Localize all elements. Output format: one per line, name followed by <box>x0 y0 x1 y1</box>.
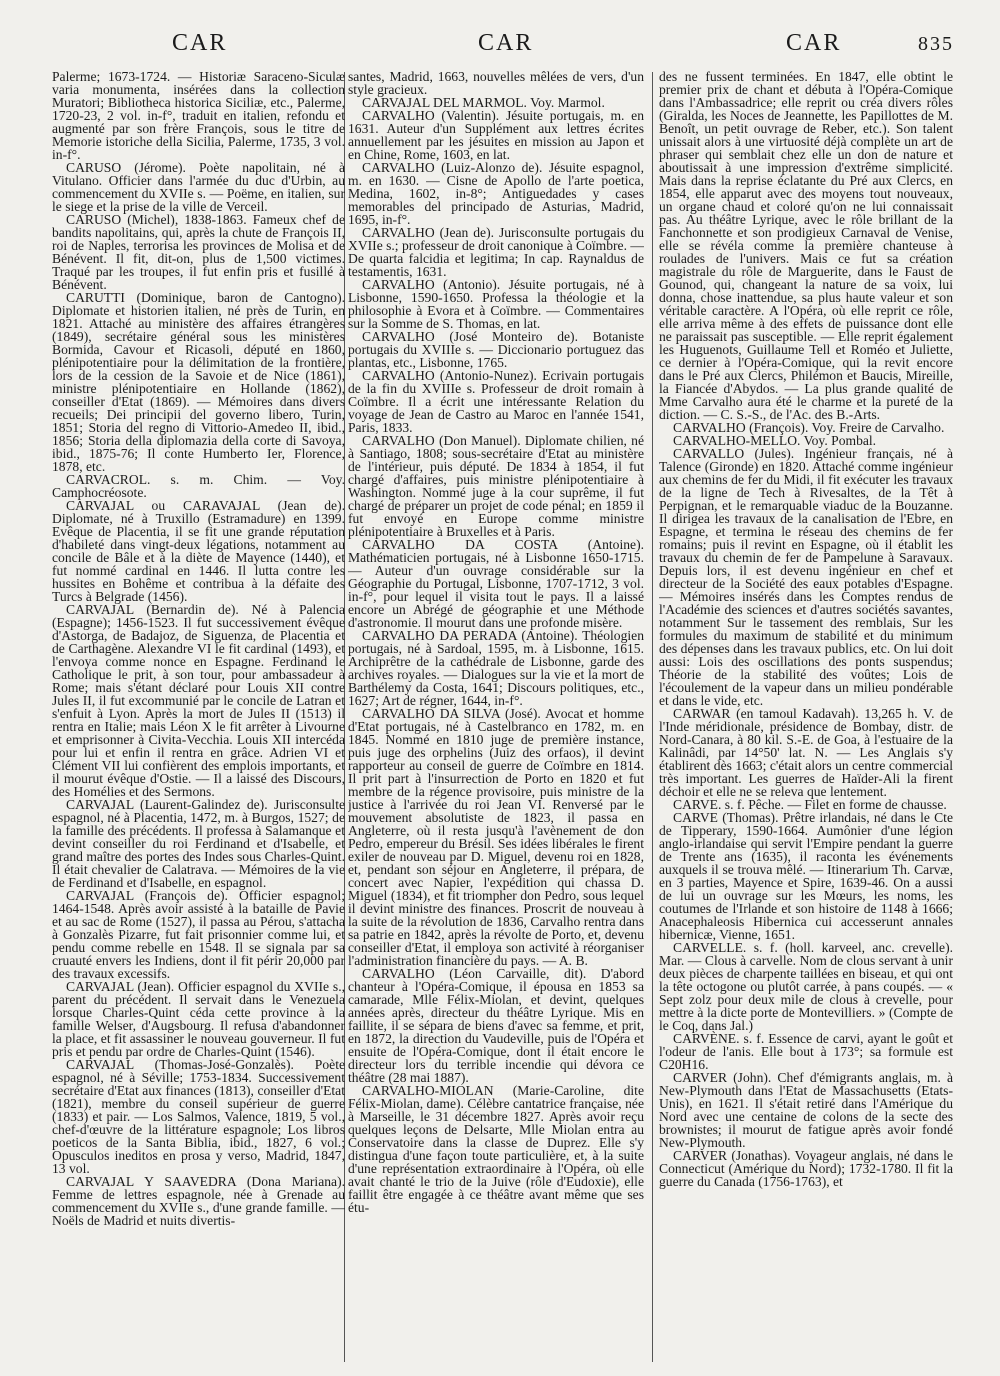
dictionary-entry: CARVALHO (Léon Carvaille, dit). D'abord chanteur à l'Opéra-Comique, il épousa en 1853 sa camarade, Mlle Félix-Miolan, et devint, quelques années après, directeur du théâtre Lyrique. Mis en faillite, il se sépara de biens d'avec sa femme, et prit, en 1872, la direction du Vaudeville, puis de l'Opéra et ensuite de l'Opéra-Comique, dont il était encore le directeur lors du terrible incendie qui dévora ce théâtre (28 mai 1887). <box>348 966 644 1085</box>
dictionary-entry: des ne fussent terminées. En 1847, elle obtint le premier prix de chant et débuta à l'Opéra-Comique dans l'Ambassadrice; elle reprit ou créa divers rôles (Giralda, les Noces de Jeannette, les Papillottes de M. Benoît, un petit ouvrage de Reber, etc.). Son talent unissait alors à une virtuosité déjà complète un art de phraser qui semblait chez elle un don de nature et aboutissait à une impression d'extrême simplicité. Mais dans la reprise éclatante du Pré aux Clercs, en 1854, elle apparut avec des moyens tout nouveaux, un organe chaud et coloré qu'on ne lui connaissait pas. Au théâtre Lyrique, avec le rôle brillant de la Fanchonnette et son prodigieux Carnaval de Venise, elle se révéla comme la première chanteuse à roulades de l'univers. Mais ce fut sa création magistrale du rôle de Marguerite, dans le Faust de Gounod, qui, changeant la nature de sa voix, lui donna, chose inattendue, sa plus haute valeur et son véritable caractère. A l'Opéra, où elle reprit ce rôle, elle arriva même à des effets de puissance dont elle ne paraissait pas susceptible. — Elle reprit également les Huguenots, Guillaume Tell et Roméo et Juliette, ce dernier à l'Opéra-Comique, qui la revit encore dans le Pré aux Clercs, Philémon et Baucis, Mireille, la Fiancée d'Abydos. — La plus grande qualité de Mme Carvalho aura été le charme et la pureté de la diction. — C. S.-S., de l'Ac. des B.-Arts. <box>659 70 953 422</box>
dictionary-entry: CARVALHO-MIOLAN (Marie-Caroline, dite Félix-Miolan, dame). Célèbre cantatrice française, née à Marseille, le 31 décembre 1827. Après avoir reçu quelques leçons de Delsarte, Mlle Miolan entra au Conservatoire dans la classe de Duprez. Elle s'y distingua d'une façon toute particulière, et, à la suite d'une représentation extraordinaire à l'Opéra, où elle avait chanté le trio de la Juive (rôle d'Eudoxie), elle faillit être engagée à ce théâtre avant même que ses étu- <box>348 1083 644 1215</box>
dictionary-entry: CARVE (Thomas). Prêtre irlandais, né dans le Cte de Tipperary, 1590-1664. Aumônier d'une légion anglo-irlandaise qui servit l'Empire pendant la guerre de Trente ans (1635), il raconta les événements auxquels il se trouva mêlé. — Itinerarium Th. Carvæ, en 3 parties, Mayence et Spire, 1639-46. On a aussi de lui un ouvrage sur les Mœurs, les noms, les coutumes de l'Irlande et son histoire de 1148 à 1666; Anacephaleosis Hibernica cui accesserunt annales hibernicæ, Vienne, 1651. <box>659 810 953 942</box>
page-number: 835 <box>918 33 954 55</box>
dictionary-entry: CARVAJAL (Bernardin de). Né à Palencia (Espagne); 1456-1523. Il fut successivement évêque d'Astorga, de Badajoz, de Siguenza, de Placentia et de Carthagène. Alexandre VI le fit cardinal (1493), et l'envoya comme nonce en Espagne. Ferdinand le Catholique le prit, à son tour, pour ambassadeur à Rome; mais s'étant déclaré pour Louis XII contre Jules II, il fut excommunié par le concile de Latran et s'enfuit à Lyon. Après la mort de Jules II (1513) il rentra en Italie; mais Léon X le fit arrêter à Livourne et emprisonner à Civita-Vecchia. Louis XII intercéda pour lui et enfin il rentra en grâce. Adrien VI et Clément VII lui confièrent des emplois importants, et il mourut évêque d'Ostie. — Il a laissé des Discours, des Homélies et des Sermons. <box>52 602 345 799</box>
dictionary-entry: CARVALHO (Luiz-Alonzo de). Jésuite espagnol, m. en 1630. — Cisne de Apollo de l'arte poetica, Medina, 1602, in-8°; Antiguedades y cases memorables del principado de Asturias, Madrid, 1695, in-f°. <box>348 160 644 227</box>
column-middle <box>348 70 644 1366</box>
dictionary-entry: CARVALHO DA SILVA (José). Avocat et homme d'Etat portugais, né à Castelbranco en 1782, m. en 1845. Nommé en 1810 juge de première instance, puis juge des orphelins (Juiz des orfaos), il devint rapporteur au conseil de guerre de Coïmbre en 1814. Il prit part à l'insurrection de Porto en 1820 et fut membre de la régence provisoire, puis ministre de la justice à l'arrivée du roi Jean VI. Renversé par le mouvement absolutiste de 1823, il passa en Angleterre, où il resta jusqu'à l'avènement de don Pedro, empereur du Brésil. Ses idées libérales le firent exiler de nouveau par D. Miguel, devenu roi en 1828, et, pendant son séjour en Angleterre, il prépara, de concert avec Napier, l'expédition qui chassa D. Miguel (1834), et fit triompher don Pedro, sous lequel il devint ministre des finances. Proscrit de nouveau à la suite de la révolution de 1836, Carvalho rentra dans sa patrie en 1842, après la révolte de Porto, et, devenu conseiller d'Etat, il employa son activité à réorganiser l'administration financière du pays. — A. B. <box>348 706 644 968</box>
dictionary-entry: CARVALHO DA COSTA (Antoine). Mathématicien portugais, né à Lisbonne 1650-1715. — Auteur d'un ouvrage considérable sur la Géographie du Portugal, Lisbonne, 1707-1712, 3 vol. in-f°, pour lequel il visita tout le pays. Il a laissé encore un Abrégé de géographie et une Méthode d'astronomie. Il mourut dans une profonde misère. <box>348 537 644 630</box>
dictionary-entry: CARVER (Jonathas). Voyageur anglais, né dans le Connecticut (Amérique du Nord); 1732-1780. Il fit la guerre du Canada (1756-1763), et <box>659 1148 953 1189</box>
dictionary-entry: CARVE. s. f. Pêche. — Filet en forme de chausse. <box>673 797 947 812</box>
column-right <box>659 70 953 1366</box>
dictionary-entry: CARUSO (Jérome). Poète napolitain, né à Vitulano. Officier dans l'armée du duc d'Urbin, au commencement du XVIIe s. — Poëme, en italien, sur le siege et la prise de la ville de Verceil. <box>52 160 345 214</box>
dictionary-entry: santes, Madrid, 1663, nouvelles mêlées de vers, d'un style gracieux. <box>348 70 644 97</box>
dictionary-entry: CARVAJAL (Laurent-Galindez de). Jurisconsulte espagnol, né à Placentia, 1472, m. à Burgos, 1527; de la famille des précédents. Il professa à Salamanque et devint conseiller du roi Ferdinand et d'Isabelle, et grand maître des portes des Indes sous Charles-Quint. Il était chevalier de Calatrava. — Mémoires de la vie de Ferdinand et d'Isabelle, en espagnol. <box>52 797 345 890</box>
dictionary-entry: CARVÈNE. s. f. Essence de carvi, ayant le goût et l'odeur de l'anis. Elle bout à 173°; sa formule est C20H16. <box>659 1031 953 1072</box>
dictionary-entry: CARVALHO (François). Voy. Freire de Carvalho. <box>673 420 945 435</box>
dictionary-entry: CARUTTI (Dominique, baron de Cantogno). Diplomate et historien italien, né près de Turin, en 1821. Attaché au ministère des affaires étrangères (1849), secrétaire général sous les ministères Bormida, Cavour et Ricasoli, député en 1860, plénipotentiaire pour la délimitation de la frontière, lors de la cession de la Savoie et de Nice (1861), ministre plénipotentiaire en Hollande (1862), conseiller d'Etat (1869). — Mémoires dans divers recueils; Dei principii del governo libero, Turin, 1851; Storia del regno di Vittorio-Amedeo II, ibid., 1856; Storia della diplomazia della corte di Savoya, ibid., 1875-76; Il conte Humberto Ier, Florence, 1878, etc. <box>52 290 345 474</box>
column-left <box>52 70 345 1366</box>
column-rule-right <box>652 72 653 1362</box>
dictionary-entry: Palerme; 1673-1724. — Historiæ Saraceno-Siculæ varia monumenta, insérées dans la collection Muratori; Bibliotheca historica Siciliæ, etc., Palerme, 1720-23, 2 vol. in-f°, traduit en italien, refondu et augmenté par son frère François, sous le titre de Memorie istoriche della Sicilia, Palerme, 1735, 3 vol. in-f°. <box>52 70 345 162</box>
dictionary-entry: CARVALHO DA PERADA (Antoine). Théologien portugais, né à Sardoal, 1595, m. à Lisbonne, 1615. Archiprêtre de la cathédrale de Lisbonne, garde des archives royales. — Dialogues sur la vie et la mort de Barthélemy da Costa, 1641; Discours politiques, etc., 1627; Art de régner, 1644, in-f°. <box>348 628 644 708</box>
dictionary-entry: CARWAR (en tamoul Kadavah). 13,265 h. V. de l'Inde méridionale, présidence de Bombay, distr. de Nord-Canara, à 80 kil. S.-E. de Goa, à l'estuaire de la Kalinâdi, par 14°50' lat. N. — Les Anglais s'y établirent dès 1663; c'était alors un centre commercial très important. Les guerres de Haïder-Ali la firent déchoir et elle ne se releva que lentement. <box>659 706 953 799</box>
dictionary-entry: CARVELLE. s. f. (holl. karveel, anc. crevelle). Mar. — Clous à carvelle. Nom de clous servant à unir deux pièces de charpente taillées en biseau, et qui ont la tête octogone ou plutôt carrée, à pans coupés. — « Sept zolz pour deux mile de clous à crevelle, pour mettre à la dicte porte de Montevilliers. » (Compte de le Coq, dans Jal.) <box>659 940 953 1033</box>
dictionary-entry: CARVAJAL (François de). Officier espagnol; 1464-1548. Après avoir assisté à la bataille de Pavie et au sac de Rome (1527), il passa au Pérou, s'attacha à Gonzalès Pizarre, fut fait prisonnier comme lui, et pendu comme rebelle en 1548. Il se signala par sa cruauté envers les Indiens, dont il fit périr 20,000 par des travaux excessifs. <box>52 888 345 981</box>
dictionary-entry: CARVALHO (Don Manuel). Diplomate chilien, né à Santiago, 1808; sous-secrétaire d'Etat au ministère de l'intérieur, puis député. De 1834 à 1854, il fut chargé d'affaires, puis ministre plénipotentiaire à Washington. Nommé juge à la cour suprême, il fut chargé de préparer un projet de code pénal; en 1859 il fut envoyé en Europe comme ministre plénipotentiaire à Bruxelles et à Paris. <box>348 433 644 539</box>
running-header <box>0 30 1000 64</box>
dictionary-entry: CARUSO (Michel), 1838-1863. Fameux chef de bandits napolitains, qui, après la chute de François II, roi de Naples, terrorisa les provinces de Molisa et de Bénévent. Il fit, dit-on, plus de 1,500 victimes. Traqué par les troupes, il fut enfin pris et fusillé à Bénévent. <box>52 212 345 292</box>
dictionary-entry: CARVER (John). Chef d'émigrants anglais, m. à New-Plymouth dans l'Etat de Massachusetts (Etats-Unis), en 1621. Il s'était retiré dans l'Amérique du Nord avec une centaine de colons de la secte des brownistes; il mourut de fatigue après avoir fondé New-Plymouth. <box>659 1070 953 1150</box>
dictionary-entry: CARVAJAL (Thomas-José-Gonzalès). Poète espagnol, né à Séville; 1753-1834. Successivement secrétaire d'Etat aux finances (1813), conseiller d'Etat (1821), membre du conseil supérieur de guerre (1833) et pair. — Los Salmos, Valence, 1819, 5 vol., chef-d'œuvre de la littérature espagnole; Los libros poeticos de la Santa Biblia, ibid., 1827, 6 vol.; Opusculos ineditos en prosa y verso, Madrid, 1847, 13 vol. <box>52 1057 345 1176</box>
running-head-right: CAR <box>786 30 842 56</box>
running-head-left: CAR <box>172 30 228 56</box>
dictionary-entry: CARVAJAL (Jean). Officier espagnol du XVIIe s., parent du précédent. Il servait dans le Venezuela lorsque Charles-Quint céda cette province à la famille Welser, d'Augsbourg. Il refusa d'abandonner la place, et fit assassiner le nouveau gouverneur. Il fut pris et pendu par ordre de Charles-Quint (1546). <box>52 979 345 1059</box>
dictionary-entry: CARVALHO (Jean de). Jurisconsulte portugais du XVIIe s.; professeur de droit canonique à Coïmbre. — De quarta falcidia et legitima; In cap. Raynaldus de testamentis, 1631. <box>348 225 644 279</box>
dictionary-entry: CARVACROL. s. m. Chim. — Voy. Camphocréosote. <box>52 472 345 500</box>
dictionary-entry: CARVALHO (José Monteiro de). Botaniste portugais du XVIIIe s. — Diccionario portuguez das plantas, etc., Lisbonne, 1765. <box>348 329 644 370</box>
dictionary-entry: CARVALHO (Antonio). Jésuite portugais, né à Lisbonne, 1590-1650. Professa la théologie et la philosophie à Evora et à Coïmbre. — Commentaires sur la Somme de S. Thomas, en lat. <box>348 277 644 331</box>
dictionary-entry: CARVAJAL ou CARAVAJAL (Jean de). Diplomate, né à Truxillo (Estramadure) en 1399. Evêque de Placentia, il se fit une grande réputation d'habileté dans vingt-deux légations, notamment au concile de Bâle et à la diète de Mayence (1440), et fut nommé cardinal en 1446. Il lutta contre les hussites en Bohême et contribua à la défaite des Turcs à Belgrade (1456). <box>52 498 345 604</box>
dictionary-entry: CARVALHO (Antonio-Nunez). Ecrivain portugais de la fin du XVIIIe s. Professeur de droit romain à Coïmbre. Il a écrit une intéressante Relation du voyage de Jean de Castro au Maroc en l'année 1541, Paris, 1833. <box>348 368 644 435</box>
running-head-center: CAR <box>478 30 534 56</box>
dictionary-entry: CARVALHO-MELLO. Voy. Pombal. <box>673 433 877 448</box>
dictionary-entry: CARVALLO (Jules). Ingénieur français, né à Talence (Gironde) en 1820. Attaché comme ingénieur aux chemins de fer du Midi, il fit exécuter les travaux de la ligne de Tech à Rivesaltes, de la Têt à Perpignan, et le remarquable viaduc de la Bouzanne. Il dirigea les travaux de la canalisation de l'Ebre, en Espagne, et termina le réseau des chemins de fer romains; puis il revint en Espagne, où il établit les travaux du chemin de fer de Pampelune à Saravaux. Depuis lors, il est devenu ingénieur en chef et directeur de la Société des eaux potables d'Espagne. — Mémoires insérés dans les Comptes rendus de l'Académie des sciences et d'autres sociétés savantes, notamment Sur le tassement des remblais, Sur les formules du maximum de stabilité et du minimum des dépenses dans les travaux publics, etc. On lui doit aussi: Lois des oscillations des ponts suspendus; Théorie de la stabilité des voûtes; Lois de l'écoulement de la vapeur dans un milieu pondérable et dans le vide, etc. <box>659 446 953 708</box>
dictionary-entry: CARVAJAL DEL MARMOL. Voy. Marmol. <box>362 95 605 110</box>
dictionary-entry: CARVALHO (Valentin). Jésuite portugais, m. en 1631. Auteur d'un Supplément aux lettres écrites annuellement par les jésuites en mission au Japon et en Chine, Rome, 1603, en lat. <box>348 108 644 162</box>
dictionary-entry: CARVAJAL Y SAAVEDRA (Dona Mariana). Femme de lettres espagnole, née à Grenade au commencement du XVIIe s., d'une grande famille. — Noëls de Madrid et nuits divertis- <box>52 1174 345 1228</box>
